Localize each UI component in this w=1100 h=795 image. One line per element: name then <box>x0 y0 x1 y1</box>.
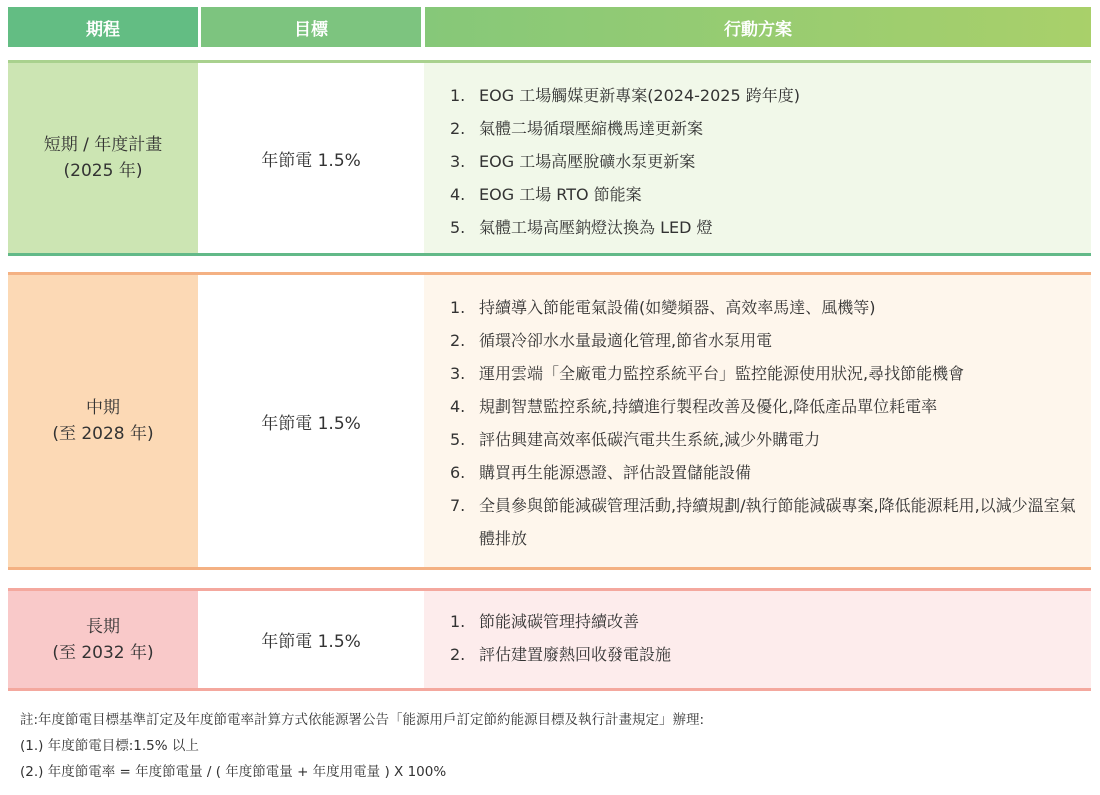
action-text: EOG 工場高壓脫礦水泵更新案 <box>479 152 696 171</box>
short-term-action-list <box>424 79 1091 244</box>
mid-term-actions <box>424 275 1091 567</box>
action-item <box>424 423 1091 456</box>
action-item <box>424 456 1091 489</box>
action-item <box>424 638 1091 671</box>
mid-term-section <box>8 272 1091 570</box>
action-item <box>424 112 1091 145</box>
action-text: 規劃智慧監控系統,持續進行製程改善及優化,降低產品單位耗電率 <box>479 397 938 416</box>
short-term-target: 年節電 1.5% <box>201 63 421 253</box>
action-number: 4. <box>450 397 466 416</box>
action-text: 運用雲端「全廠電力監控系統平台」監控能源使用狀況,尋找節能機會 <box>479 364 965 383</box>
note-line-2: (1.) 年度節電目標:1.5% 以上 <box>20 738 199 754</box>
long-term-period-line2: (至 2032 年) <box>52 642 154 663</box>
mid-term-action-list <box>424 291 1091 555</box>
action-text: 氣體工場高壓鈉燈汰換為 LED 燈 <box>479 218 713 237</box>
short-term-period-line2: (2025 年) <box>63 161 143 181</box>
action-text: 持續導入節能電氣設備(如變頻器、高效率馬達、風機等) <box>479 298 876 317</box>
header-actions: 行動方案 <box>425 7 1091 47</box>
action-number: 2. <box>450 331 466 350</box>
action-text: 評估興建高效率低碳汽電共生系統,減少外購電力 <box>479 430 821 449</box>
action-text: EOG 工場 RTO 節能案 <box>479 185 642 204</box>
action-number: 1. <box>450 86 466 105</box>
action-item <box>424 390 1091 423</box>
action-item <box>424 489 1091 555</box>
long-term-actions <box>424 591 1091 688</box>
note-line-3: (2.) 年度節電率 = 年度節電量 / ( 年度節電量 + 年度用電量 ) X 100% <box>20 764 447 780</box>
action-item <box>424 357 1091 390</box>
action-number: 3. <box>450 152 466 171</box>
action-item <box>424 605 1091 638</box>
short-term-actions <box>424 63 1091 253</box>
action-number: 3. <box>450 364 466 383</box>
action-number: 2. <box>450 119 466 138</box>
long-term-period <box>8 591 198 688</box>
action-item <box>424 79 1091 112</box>
note-line-1: 註:年度節電目標基準訂定及年度節電率計算方式依能源署公告「能源用戶訂定節約能源目標及執行計畫規定」辦理: <box>20 712 705 728</box>
action-text: 全員參與節能減碳管理活動,持續規劃/執行節能減碳專案,降低能源耗用,以減少溫室氣體排放 <box>479 496 1076 548</box>
short-term-period-line1: 短期 / 年度計畫 <box>43 135 163 155</box>
action-text: 循環冷卻水水量最適化管理,節省水泵用電 <box>479 331 773 350</box>
long-term-target: 年節電 1.5% <box>201 591 421 688</box>
action-number: 5. <box>450 430 466 449</box>
action-text: EOG 工場觸媒更新專案(2024-2025 跨年度) <box>479 86 800 105</box>
action-number: 6. <box>450 463 466 482</box>
action-number: 1. <box>450 298 466 317</box>
action-number: 4. <box>450 185 466 204</box>
mid-term-period <box>8 275 198 567</box>
header-target: 目標 <box>201 7 421 47</box>
mid-term-period-line1: 中期 <box>86 398 120 418</box>
long-term-action-list <box>424 605 1091 671</box>
action-number: 2. <box>450 645 466 664</box>
action-text: 節能減碳管理持續改善 <box>479 612 640 631</box>
action-item <box>424 291 1091 324</box>
long-term-period-line1: 長期 <box>86 616 120 637</box>
header-period: 期程 <box>8 7 198 47</box>
footnotes <box>20 707 704 785</box>
action-item <box>424 145 1091 178</box>
action-number: 1. <box>450 612 466 631</box>
action-item <box>424 211 1091 244</box>
short-term-period <box>8 63 198 253</box>
action-number: 7. <box>450 496 466 515</box>
action-item <box>424 178 1091 211</box>
action-number: 5. <box>450 218 466 237</box>
mid-term-target: 年節電 1.5% <box>201 275 421 567</box>
long-term-section <box>8 588 1091 691</box>
action-text: 氣體二場循環壓縮機馬達更新案 <box>479 119 704 138</box>
action-text: 購買再生能源憑證、評估設置儲能設備 <box>479 463 752 482</box>
action-text: 評估建置廢熱回收發電設施 <box>479 645 672 664</box>
action-item <box>424 324 1091 357</box>
mid-term-period-line2: (至 2028 年) <box>52 424 154 444</box>
short-term-section <box>8 60 1091 256</box>
